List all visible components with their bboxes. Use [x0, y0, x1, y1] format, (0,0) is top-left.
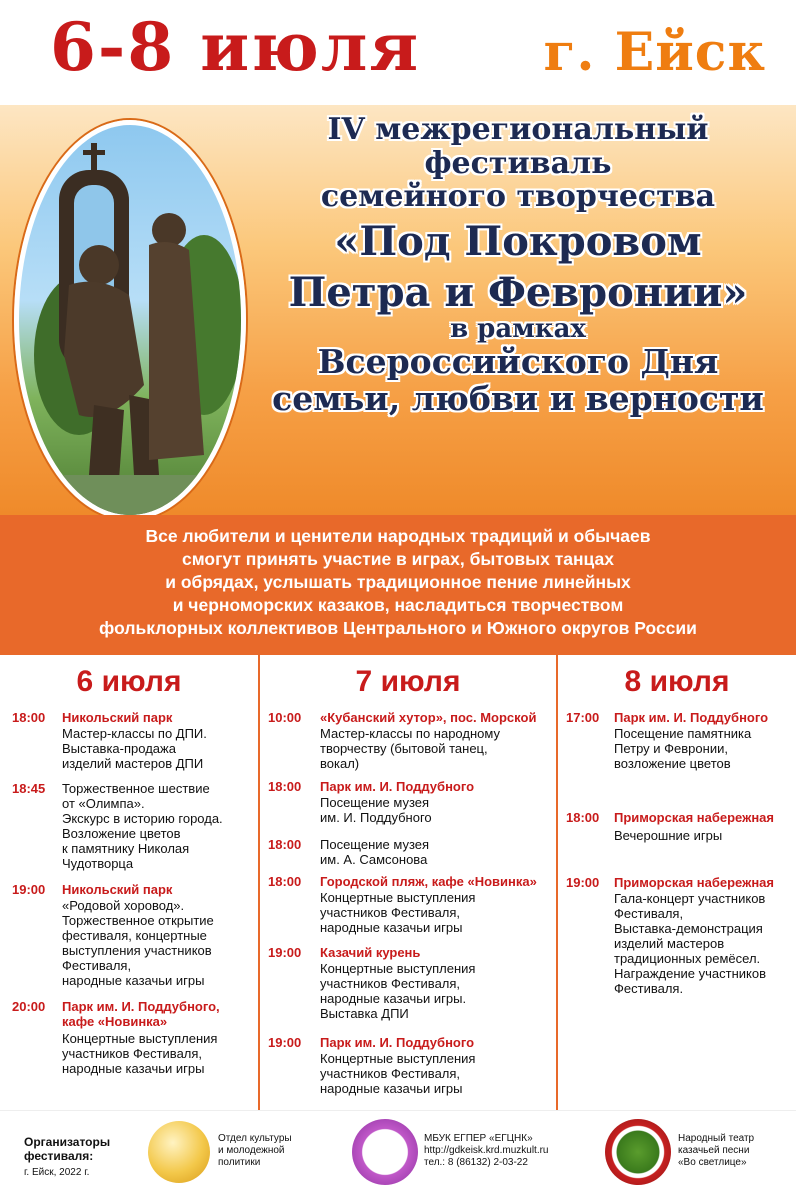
intro-line: Все любители и ценители народных традиций и обычаев [145, 526, 651, 546]
intro-line: и черноморских казаков, насладиться творчеством [172, 595, 624, 615]
title-line-3: семейного творчества [320, 179, 716, 215]
event-place: Казачий курень [320, 945, 421, 960]
event-time: 18:45 [12, 781, 46, 796]
day-title: 7 июля [355, 665, 461, 698]
schedule-day-6-july [0, 655, 260, 1110]
event-place: Парк им. И. Поддубного [320, 1035, 475, 1050]
event-time: 10:00 [268, 710, 302, 725]
event-place: Никольский парк [62, 710, 173, 725]
event-desc: Вечерошние игры [614, 828, 723, 843]
intro-line: фольклорных коллективов Центрального и Южного округов России [99, 618, 697, 638]
event-place: Никольский парк [62, 882, 173, 897]
title-line-2: фестиваль [424, 145, 612, 181]
event-time: 17:00 [566, 710, 600, 725]
event-time: 18:00 [268, 874, 302, 889]
folk-theatre-logo-icon [605, 1119, 671, 1185]
folk-culture-center-logo-icon [352, 1119, 418, 1185]
organizers-label: Организаторы фестиваля: [24, 1135, 111, 1163]
event-place: «Кубанский хутор», пос. Морской [320, 710, 537, 725]
event-place: Парк им. И. Поддубного, кафе «Новинка» [62, 999, 220, 1029]
org-folk-theatre: Народный театр казачьей песни «Во светлице» [678, 1133, 755, 1168]
intro-text [10, 525, 786, 640]
title-line-7: Всероссийского Дня [317, 342, 719, 382]
event-place: Городской пляж, кафе «Новинка» [320, 874, 537, 889]
culture-department-logo-icon [148, 1121, 210, 1183]
event-desc: Посещение музея им. А. Самсонова [320, 837, 430, 867]
event-time: 18:00 [268, 837, 302, 852]
festival-dates: 6-8 июля [50, 8, 421, 86]
day-title: 6 июля [76, 665, 182, 698]
org-culture-department: Отдел культуры и молодежной политики [218, 1133, 292, 1168]
event-place: Приморская набережная [614, 875, 774, 890]
event-place: Парк им. И. Поддубного [614, 710, 769, 725]
monument-photo [14, 120, 246, 520]
event-desc: Мастер-классы по народному творчеству (бытовой танец, вокал) [320, 726, 500, 771]
event-desc: Торжественное шествие от «Олимпа». Экскурс в историю города. Возложение цветов к памятнику Николая Чудотворца [62, 781, 223, 871]
event-desc: Гала-концерт участников Фестиваля, Выставка-демонстрация изделий мастеров традиционных ремёсел. Награждение участников Фестиваля. [614, 891, 766, 996]
event-time: 19:00 [268, 1035, 302, 1050]
event-place: Приморская набережная [614, 810, 774, 825]
organizers-year: г. Ейск, 2022 г. [24, 1167, 90, 1178]
festival-city: г. Ейск [543, 22, 766, 83]
intro-band [0, 515, 796, 655]
event-desc: Мастер-классы по ДПИ. Выставка-продажа изделий мастеров ДПИ [62, 726, 207, 771]
title-line-4: «Под Покровом [334, 217, 702, 265]
organizers-footer [0, 1110, 796, 1200]
intro-line: смогут принять участие в играх, бытовых танцах [181, 549, 614, 569]
event-time: 19:00 [12, 882, 46, 897]
hero-section [0, 105, 796, 515]
intro-line: и обрядах, услышать традиционное пение линейных [165, 572, 631, 592]
title-line-6: в рамках [450, 314, 586, 345]
event-desc: Концертные выступления участников Фестиваля, народные казачьи игры. Выставка ДПИ [320, 961, 476, 1021]
day-title: 8 июля [624, 665, 730, 698]
event-time: 18:00 [566, 810, 600, 825]
event-desc: Концертные выступления участников Фестиваля, народные казачьи игры [320, 1051, 476, 1096]
title-line-1: IV межрегиональный [327, 112, 709, 147]
title-line-5: Петра и Февронии» [288, 268, 748, 316]
event-desc: Концертные выступления участников Фестиваля, народные казачьи игры [62, 1031, 218, 1076]
schedule-day-7-july [260, 655, 558, 1110]
event-time: 20:00 [12, 999, 46, 1014]
event-desc: Посещение музея им. И. Поддубного [320, 795, 432, 825]
header [0, 0, 796, 105]
event-time: 18:00 [268, 779, 302, 794]
org-folk-culture-center: МБУК ЕГПЕР «ЕГЦНК» http://gdkeisk.krd.muzkult.ru тел.: 8 (86132) 2-03-22 [424, 1133, 549, 1168]
title-line-8: семьи, любви и верности [272, 379, 764, 419]
schedule-day-8-july [558, 655, 796, 1110]
event-time: 19:00 [268, 945, 302, 960]
event-place: Парк им. И. Поддубного [320, 779, 475, 794]
event-time: 18:00 [12, 710, 46, 725]
event-time: 19:00 [566, 875, 600, 890]
event-desc: Концертные выступления участников Фестиваля, народные казачьи игры [320, 890, 476, 935]
festival-title-block [240, 113, 796, 418]
event-desc: «Родовой хоровод». Торжественное открытие фестиваля, концертные выступления участников Фестиваля, народные казачьи игры [62, 898, 214, 988]
event-desc: Посещение памятника Петру и Февронии, возложение цветов [614, 726, 752, 771]
schedule [0, 655, 796, 1110]
